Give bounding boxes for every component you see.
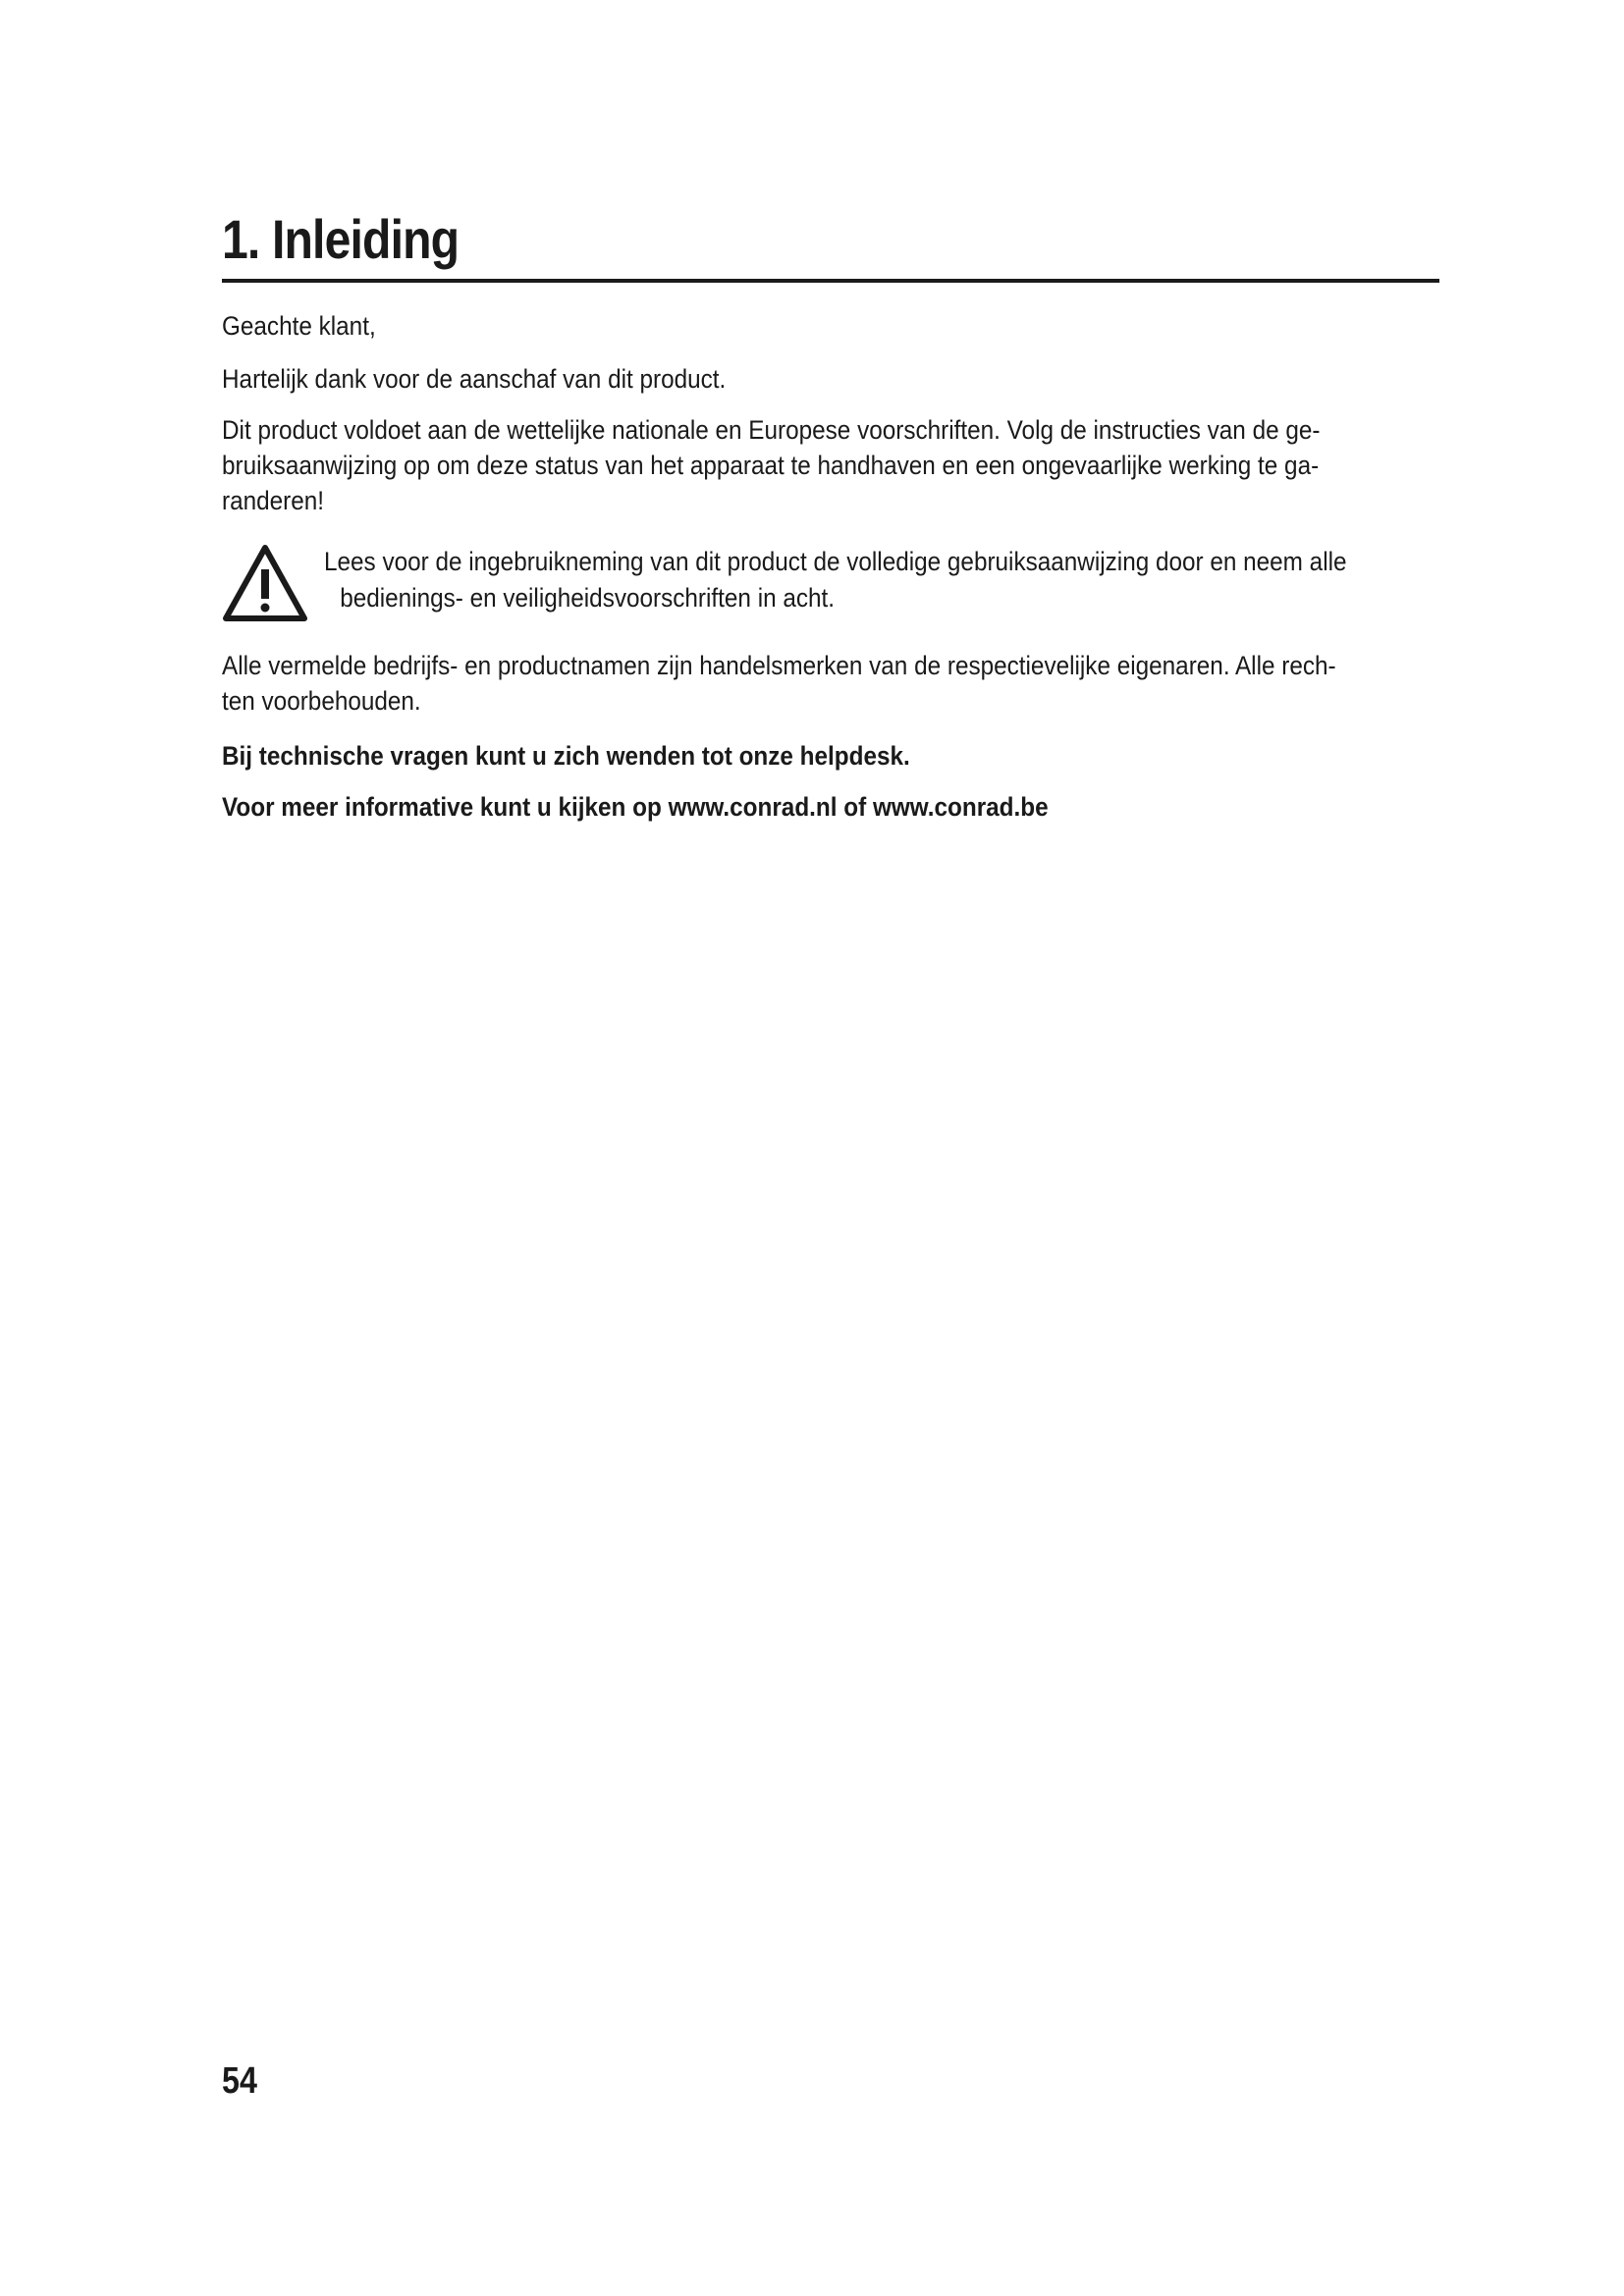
safety-warning <box>222 542 1439 630</box>
warning-line: bedienings- en veiligheidsvoorschriften in acht. <box>340 583 836 613</box>
trademarks-line: Alle vermelde bedrijfs- en productnamen zijn handelsmerken van de respectievelijke eigenaren. Alle rech- <box>222 651 1336 680</box>
compliance-line: bruiksaanwijzing op om deze status van het apparaat te handhaven en een ongevaarlijke werking te ga- <box>222 451 1320 480</box>
trademarks-paragraph <box>222 648 1439 719</box>
warning-line: Lees voor de ingebruikneming van dit product de volledige gebruiksaanwijzing door en neem alle <box>324 547 1347 576</box>
greeting-text: Geachte klant, <box>222 311 376 341</box>
compliance-paragraph <box>222 412 1439 518</box>
warning-triangle-icon <box>222 542 308 624</box>
helpdesk-text: Bij technische vragen kunt u zich wenden tot onze helpdesk. <box>222 741 910 771</box>
chapter-title: 1. Inleiding <box>222 208 460 270</box>
compliance-line: randeren! <box>222 486 325 515</box>
page-number: 54 <box>222 2060 257 2102</box>
warning-text <box>324 544 1442 616</box>
compliance-line: Dit product voldoet aan de wettelijke nationale en Europese voorschriften. Volg de instructies van de ge- <box>222 415 1321 445</box>
thanks-text: Hartelijk dank voor de aanschaf van dit product. <box>222 364 727 394</box>
title-divider <box>222 279 1439 283</box>
more-info-text: Voor meer informative kunt u kijken op www.conrad.nl of www.conrad.be <box>222 792 1049 822</box>
trademarks-line: ten voorbehouden. <box>222 686 421 716</box>
